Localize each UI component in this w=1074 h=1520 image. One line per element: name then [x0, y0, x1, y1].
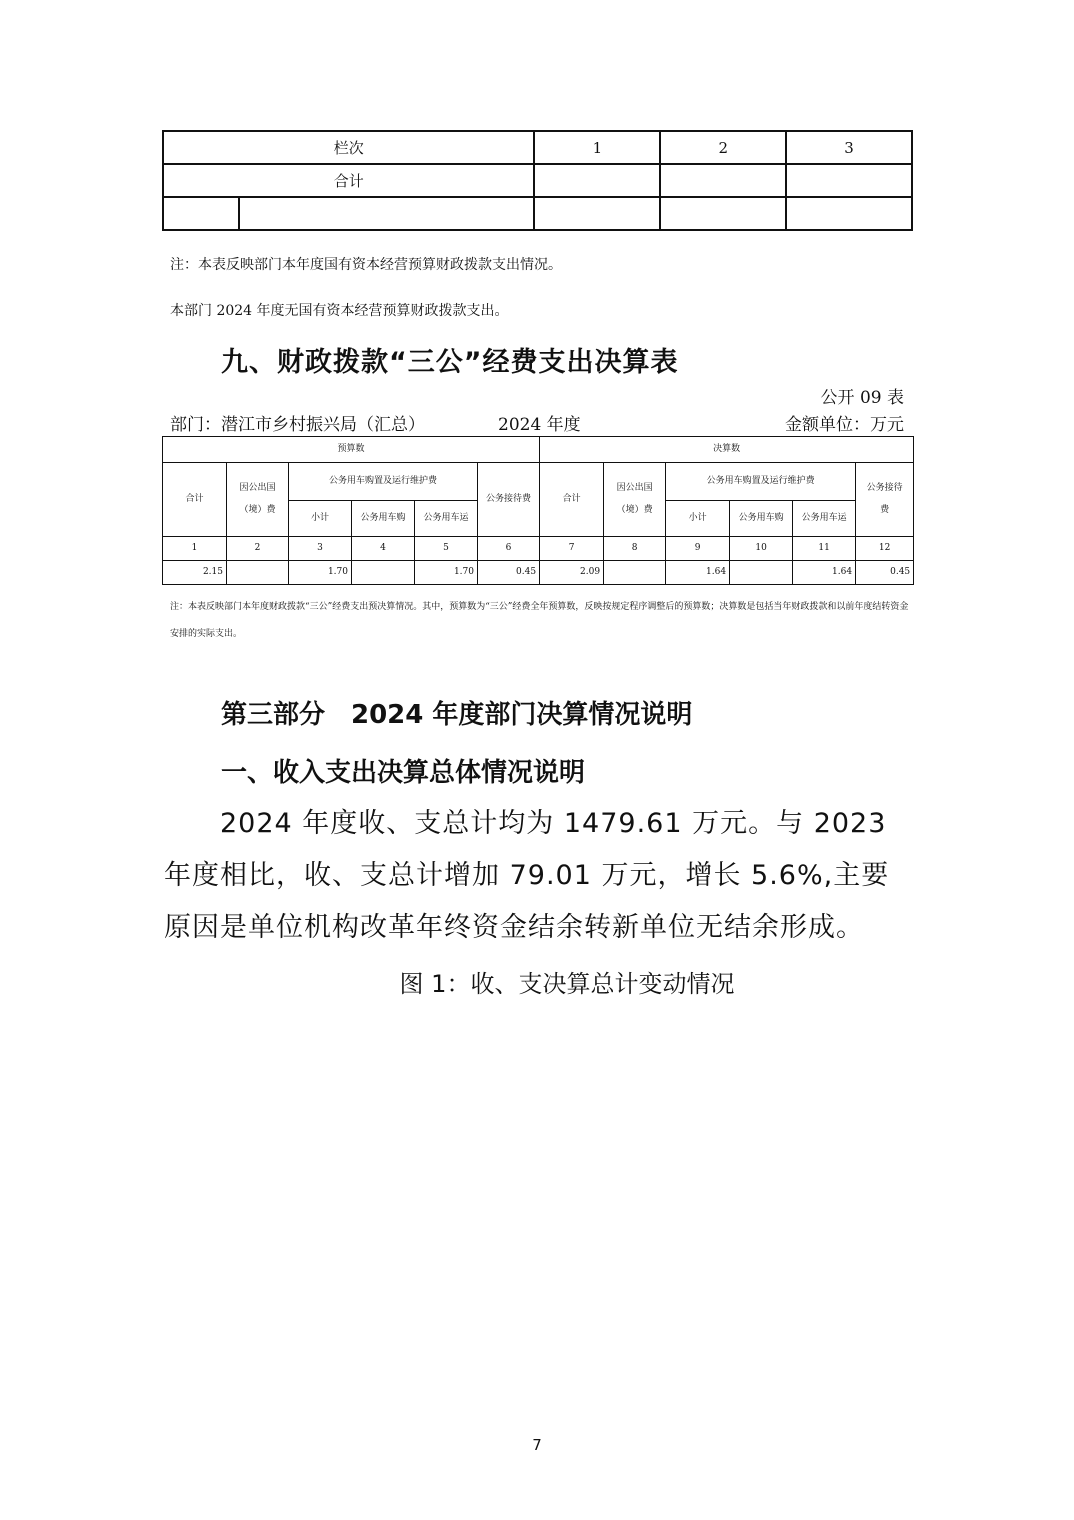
- table-row: [163, 537, 914, 561]
- value-cell: [730, 561, 793, 585]
- column-number: 3: [786, 131, 912, 164]
- reception-header: [856, 463, 914, 537]
- table-row: [163, 463, 914, 501]
- purchase-header: 公务用车购: [730, 501, 793, 537]
- section1-title: 一、收入支出决算总体情况说明: [221, 758, 586, 788]
- operation-header: 公务用车运: [793, 501, 856, 537]
- amount-unit: 金额单位：万元: [785, 415, 904, 435]
- column-number: 4: [352, 537, 415, 561]
- overview-paragraph: 2024 年度收、支总计均为 1479.61 万元。与 2023 年度相比，收、支总计增加 79.01 万元，增长 5.6%,主要原因是单位机构改革年终资金结余转新单位无结余形成。: [164, 808, 890, 943]
- note-sangong: 注：本表反映部门本年度财政拨款“三公”经费支出预决算情况。其中，预算数为“三公”经费全年预算数，反映按规定程序调整后的预算数；决算数是包括当年财政拨款和以前年度结转资金安排的实际支出。: [170, 602, 909, 639]
- actual-header: 决算数: [540, 437, 914, 463]
- abroad-label-1: 因公出国: [239, 483, 276, 494]
- value-cell: 1.64: [666, 561, 730, 585]
- heading-sangong: 九、财政拨款“三公”经费支出决算表: [221, 347, 679, 378]
- table-row: [163, 197, 912, 230]
- value-cell: [227, 561, 289, 585]
- value-cell: [352, 561, 415, 585]
- value-cell: 0.45: [856, 561, 914, 585]
- reception-label-1: 公务接待: [866, 483, 903, 494]
- total-header: 合计: [163, 463, 227, 537]
- table-cell: [163, 197, 239, 230]
- note-capital: 注：本表反映部门本年度国有资本经营预算财政拨款支出情况。: [170, 257, 562, 273]
- sangong-table: [162, 436, 914, 585]
- column-number: 1: [163, 537, 227, 561]
- total-header: 合计: [540, 463, 604, 537]
- budget-header: 预算数: [163, 437, 540, 463]
- reception-label-2: 费: [880, 504, 890, 515]
- table-row: [163, 437, 914, 463]
- table-cell: [786, 197, 912, 230]
- total-label: 合计: [163, 164, 534, 197]
- row-label: 栏次: [163, 131, 534, 164]
- statement-no-expenditure: 本部门 2024 年度无国有资本经营预算财政拨款支出。: [170, 303, 509, 319]
- column-number: 11: [793, 537, 856, 561]
- part3-title: 第三部分 2024 年度部门决算情况说明: [221, 700, 693, 730]
- column-number: 3: [289, 537, 352, 561]
- table-cell: [786, 164, 912, 197]
- column-number: 9: [666, 537, 730, 561]
- fiscal-year: 2024 年度: [498, 415, 581, 435]
- column-number: 2: [660, 131, 786, 164]
- subtotal-header: 小计: [666, 501, 730, 537]
- department: 部门：潜江市乡村振兴局（汇总）: [170, 415, 425, 435]
- column-number: 10: [730, 537, 793, 561]
- table-cell: [534, 197, 660, 230]
- table-row: [163, 131, 912, 164]
- column-number: 5: [415, 537, 478, 561]
- value-cell: 1.70: [289, 561, 352, 585]
- abroad-header: [604, 463, 666, 537]
- table-row: [163, 164, 912, 197]
- column-number: 1: [534, 131, 660, 164]
- capital-budget-table: [162, 130, 913, 231]
- value-cell: 1.64: [793, 561, 856, 585]
- value-cell: [604, 561, 666, 585]
- abroad-label-1: 因公出国: [616, 483, 653, 494]
- column-number: 6: [478, 537, 540, 561]
- vehicle-group-header: 公务用车购置及运行维护费: [666, 463, 856, 501]
- reception-header: 公务接待费: [478, 463, 540, 537]
- abroad-label-2: （境）费: [239, 504, 276, 515]
- abroad-header: [227, 463, 289, 537]
- column-number: 2: [227, 537, 289, 561]
- value-cell: 1.70: [415, 561, 478, 585]
- value-cell: 2.15: [163, 561, 227, 585]
- subtotal-header: 小计: [289, 501, 352, 537]
- table-cell: [239, 197, 535, 230]
- purchase-header: 公务用车购: [352, 501, 415, 537]
- value-cell: 0.45: [478, 561, 540, 585]
- figure-caption: 图 1：收、支决算总计变动情况: [399, 970, 735, 998]
- page-number: 7: [532, 1436, 542, 1454]
- column-number: 8: [604, 537, 666, 561]
- vehicle-group-header: 公务用车购置及运行维护费: [289, 463, 478, 501]
- column-number: 7: [540, 537, 604, 561]
- abroad-label-2: （境）费: [616, 504, 653, 515]
- table-cell: [660, 164, 786, 197]
- table-row: [163, 561, 914, 585]
- value-cell: 2.09: [540, 561, 604, 585]
- operation-header: 公务用车运: [415, 501, 478, 537]
- table-cell: [534, 164, 660, 197]
- table-cell: [660, 197, 786, 230]
- column-number: 12: [856, 537, 914, 561]
- table-code: 公开 09 表: [820, 388, 904, 408]
